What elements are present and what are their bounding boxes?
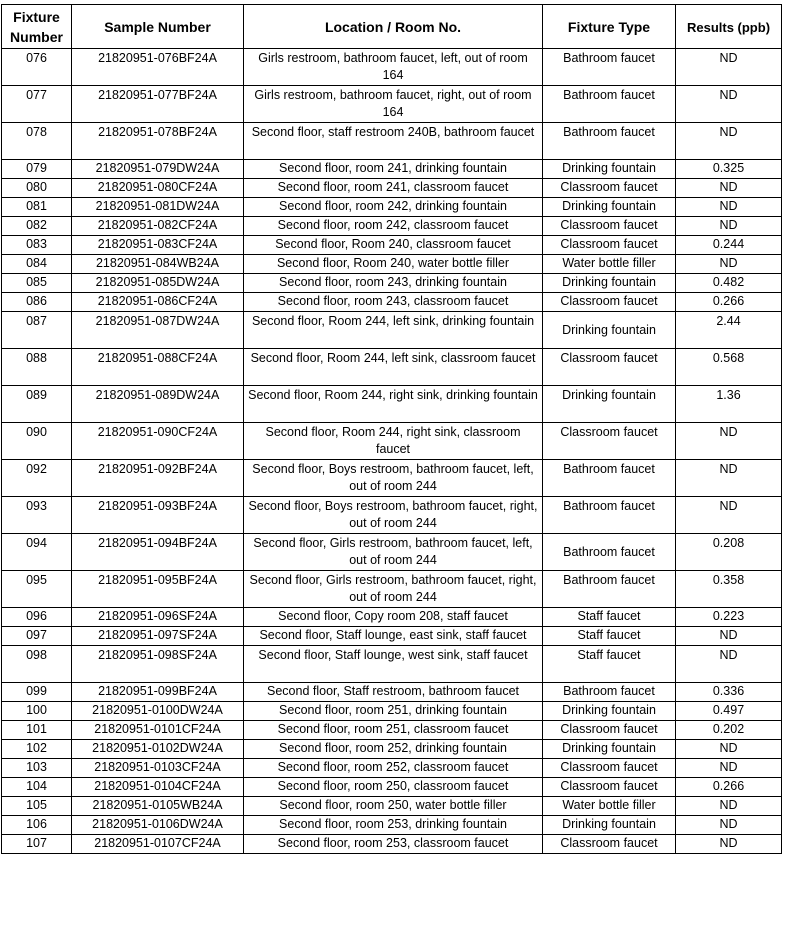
location-cell: Second floor, room 253, drinking fountain xyxy=(244,816,543,835)
fixture-number-cell: 106 xyxy=(2,816,72,835)
fixture-number-cell: 087 xyxy=(2,312,72,349)
fixture-type-cell: Drinking fountain xyxy=(543,312,676,349)
result-cell: ND xyxy=(676,123,782,160)
result-cell: 0.497 xyxy=(676,702,782,721)
sample-number-cell: 21820951-0103CF24A xyxy=(72,759,244,778)
location-cell: Second floor, Girls restroom, bathroom faucet, left, out of room 244 xyxy=(244,534,543,571)
header-fixture-type: Fixture Type xyxy=(543,5,676,49)
location-cell: Second floor, Room 240, water bottle filler xyxy=(244,255,543,274)
results-table xyxy=(1,4,782,854)
sample-number-cell: 21820951-083CF24A xyxy=(72,236,244,255)
location-cell: Second floor, room 243, drinking fountain xyxy=(244,274,543,293)
result-cell: 0.336 xyxy=(676,683,782,702)
fixture-number-cell: 077 xyxy=(2,86,72,123)
result-cell: 0.266 xyxy=(676,778,782,797)
header-fixture-number: Fixture Number xyxy=(2,5,72,49)
location-cell: Second floor, room 253, classroom faucet xyxy=(244,835,543,854)
result-cell: ND xyxy=(676,217,782,236)
fixture-number-cell: 093 xyxy=(2,497,72,534)
sample-number-cell: 21820951-0106DW24A xyxy=(72,816,244,835)
header-location: Location / Room No. xyxy=(244,5,543,49)
fixture-number-cell: 092 xyxy=(2,460,72,497)
fixture-number-cell: 083 xyxy=(2,236,72,255)
result-cell: ND xyxy=(676,198,782,217)
sample-number-cell: 21820951-076BF24A xyxy=(72,49,244,86)
table-row xyxy=(2,608,782,627)
table-row xyxy=(2,312,782,349)
table-row xyxy=(2,759,782,778)
fixture-number-cell: 094 xyxy=(2,534,72,571)
fixture-number-cell: 104 xyxy=(2,778,72,797)
fixture-number-cell: 081 xyxy=(2,198,72,217)
location-cell: Girls restroom, bathroom faucet, right, out of room 164 xyxy=(244,86,543,123)
location-cell: Second floor, Room 244, left sink, classroom faucet xyxy=(244,349,543,386)
sample-number-cell: 21820951-094BF24A xyxy=(72,534,244,571)
sample-number-cell: 21820951-082CF24A xyxy=(72,217,244,236)
fixture-type-cell: Bathroom faucet xyxy=(543,497,676,534)
fixture-number-cell: 107 xyxy=(2,835,72,854)
result-cell: 0.202 xyxy=(676,721,782,740)
result-cell: ND xyxy=(676,86,782,123)
fixture-number-cell: 078 xyxy=(2,123,72,160)
sample-number-cell: 21820951-0102DW24A xyxy=(72,740,244,759)
result-cell: 2.44 xyxy=(676,312,782,349)
fixture-number-cell: 099 xyxy=(2,683,72,702)
fixture-type-cell: Drinking fountain xyxy=(543,386,676,423)
sample-number-cell: 21820951-0107CF24A xyxy=(72,835,244,854)
table-row xyxy=(2,160,782,179)
location-cell: Second floor, Room 240, classroom faucet xyxy=(244,236,543,255)
fixture-type-cell: Classroom faucet xyxy=(543,236,676,255)
result-cell: ND xyxy=(676,423,782,460)
fixture-type-cell: Drinking fountain xyxy=(543,274,676,293)
fixture-number-cell: 084 xyxy=(2,255,72,274)
location-cell: Second floor, Staff restroom, bathroom faucet xyxy=(244,683,543,702)
fixture-type-cell: Staff faucet xyxy=(543,627,676,646)
fixture-number-cell: 100 xyxy=(2,702,72,721)
sample-number-cell: 21820951-093BF24A xyxy=(72,497,244,534)
result-cell: 0.266 xyxy=(676,293,782,312)
header-row xyxy=(2,5,782,49)
table-row xyxy=(2,721,782,740)
result-cell: ND xyxy=(676,740,782,759)
table-row xyxy=(2,49,782,86)
result-cell: ND xyxy=(676,49,782,86)
table-row xyxy=(2,179,782,198)
fixture-type-cell: Bathroom faucet xyxy=(543,49,676,86)
fixture-type-cell: Drinking fountain xyxy=(543,160,676,179)
sample-number-cell: 21820951-078BF24A xyxy=(72,123,244,160)
fixture-type-cell: Classroom faucet xyxy=(543,423,676,460)
sample-number-cell: 21820951-095BF24A xyxy=(72,571,244,608)
fixture-number-cell: 086 xyxy=(2,293,72,312)
fixture-type-cell: Classroom faucet xyxy=(543,217,676,236)
result-cell: ND xyxy=(676,797,782,816)
fixture-type-cell: Bathroom faucet xyxy=(543,86,676,123)
fixture-type-cell: Bathroom faucet xyxy=(543,460,676,497)
sample-number-cell: 21820951-081DW24A xyxy=(72,198,244,217)
fixture-type-cell: Classroom faucet xyxy=(543,721,676,740)
fixture-type-cell: Bathroom faucet xyxy=(543,123,676,160)
result-cell: ND xyxy=(676,497,782,534)
location-cell: Second floor, Room 244, right sink, classroom faucet xyxy=(244,423,543,460)
result-cell: 0.325 xyxy=(676,160,782,179)
fixture-number-cell: 095 xyxy=(2,571,72,608)
table-row xyxy=(2,683,782,702)
result-cell: 0.358 xyxy=(676,571,782,608)
table-row xyxy=(2,816,782,835)
location-cell: Second floor, Girls restroom, bathroom faucet, right, out of room 244 xyxy=(244,571,543,608)
sample-number-cell: 21820951-0100DW24A xyxy=(72,702,244,721)
fixture-number-cell: 096 xyxy=(2,608,72,627)
fixture-number-cell: 082 xyxy=(2,217,72,236)
table-row xyxy=(2,86,782,123)
result-cell: ND xyxy=(676,759,782,778)
result-cell: ND xyxy=(676,179,782,198)
sample-number-cell: 21820951-077BF24A xyxy=(72,86,244,123)
location-cell: Second floor, room 252, drinking fountain xyxy=(244,740,543,759)
fixture-number-cell: 101 xyxy=(2,721,72,740)
location-cell: Second floor, Copy room 208, staff faucet xyxy=(244,608,543,627)
table-row xyxy=(2,835,782,854)
result-cell: 0.208 xyxy=(676,534,782,571)
result-cell: ND xyxy=(676,627,782,646)
table-row xyxy=(2,274,782,293)
fixture-type-cell: Classroom faucet xyxy=(543,778,676,797)
fixture-type-cell: Staff faucet xyxy=(543,646,676,683)
fixture-type-cell: Drinking fountain xyxy=(543,740,676,759)
table-row xyxy=(2,217,782,236)
location-cell: Second floor, Staff lounge, west sink, staff faucet xyxy=(244,646,543,683)
fixture-number-cell: 097 xyxy=(2,627,72,646)
fixture-number-cell: 076 xyxy=(2,49,72,86)
location-cell: Second floor, room 242, classroom faucet xyxy=(244,217,543,236)
fixture-number-cell: 089 xyxy=(2,386,72,423)
location-cell: Second floor, room 241, drinking fountain xyxy=(244,160,543,179)
location-cell: Girls restroom, bathroom faucet, left, out of room 164 xyxy=(244,49,543,86)
location-cell: Second floor, room 242, drinking fountain xyxy=(244,198,543,217)
fixture-type-cell: Water bottle filler xyxy=(543,797,676,816)
table-row xyxy=(2,702,782,721)
result-cell: 0.244 xyxy=(676,236,782,255)
fixture-number-cell: 098 xyxy=(2,646,72,683)
sample-number-cell: 21820951-085DW24A xyxy=(72,274,244,293)
fixture-type-cell: Bathroom faucet xyxy=(543,683,676,702)
table-row xyxy=(2,571,782,608)
fixture-number-cell: 079 xyxy=(2,160,72,179)
fixture-type-cell: Classroom faucet xyxy=(543,835,676,854)
result-cell: 1.36 xyxy=(676,386,782,423)
fixture-type-cell: Staff faucet xyxy=(543,608,676,627)
header-results: Results (ppb) xyxy=(676,5,782,49)
fixture-number-cell: 090 xyxy=(2,423,72,460)
table-row xyxy=(2,293,782,312)
table-row xyxy=(2,123,782,160)
location-cell: Second floor, room 251, classroom faucet xyxy=(244,721,543,740)
sample-number-cell: 21820951-084WB24A xyxy=(72,255,244,274)
sample-number-cell: 21820951-079DW24A xyxy=(72,160,244,179)
table-row xyxy=(2,646,782,683)
sample-number-cell: 21820951-0105WB24A xyxy=(72,797,244,816)
location-cell: Second floor, room 251, drinking fountain xyxy=(244,702,543,721)
table-row xyxy=(2,497,782,534)
sample-number-cell: 21820951-098SF24A xyxy=(72,646,244,683)
fixture-number-cell: 102 xyxy=(2,740,72,759)
result-cell: 0.223 xyxy=(676,608,782,627)
sample-number-cell: 21820951-089DW24A xyxy=(72,386,244,423)
table-row xyxy=(2,740,782,759)
table-row xyxy=(2,349,782,386)
location-cell: Second floor, room 250, classroom faucet xyxy=(244,778,543,797)
result-cell: 0.482 xyxy=(676,274,782,293)
fixture-type-cell: Classroom faucet xyxy=(543,179,676,198)
sample-number-cell: 21820951-092BF24A xyxy=(72,460,244,497)
location-cell: Second floor, room 252, classroom faucet xyxy=(244,759,543,778)
fixture-type-cell: Drinking fountain xyxy=(543,816,676,835)
fixture-number-cell: 088 xyxy=(2,349,72,386)
table-row xyxy=(2,386,782,423)
sample-number-cell: 21820951-099BF24A xyxy=(72,683,244,702)
table-body xyxy=(2,49,782,854)
location-cell: Second floor, Staff lounge, east sink, staff faucet xyxy=(244,627,543,646)
result-cell: 0.568 xyxy=(676,349,782,386)
location-cell: Second floor, Room 244, left sink, drinking fountain xyxy=(244,312,543,349)
result-cell: ND xyxy=(676,460,782,497)
result-cell: ND xyxy=(676,816,782,835)
fixture-type-cell: Drinking fountain xyxy=(543,702,676,721)
fixture-number-cell: 105 xyxy=(2,797,72,816)
sample-number-cell: 21820951-0101CF24A xyxy=(72,721,244,740)
location-cell: Second floor, Room 244, right sink, drinking fountain xyxy=(244,386,543,423)
fixture-type-cell: Bathroom faucet xyxy=(543,534,676,571)
sample-number-cell: 21820951-086CF24A xyxy=(72,293,244,312)
table-row xyxy=(2,534,782,571)
location-cell: Second floor, Boys restroom, bathroom faucet, left, out of room 244 xyxy=(244,460,543,497)
fixture-type-cell: Classroom faucet xyxy=(543,293,676,312)
table-row xyxy=(2,236,782,255)
fixture-number-cell: 080 xyxy=(2,179,72,198)
fixture-type-cell: Drinking fountain xyxy=(543,198,676,217)
header-sample-number: Sample Number xyxy=(72,5,244,49)
table-row xyxy=(2,778,782,797)
sample-number-cell: 21820951-097SF24A xyxy=(72,627,244,646)
fixture-type-cell: Classroom faucet xyxy=(543,349,676,386)
fixture-type-cell: Bathroom faucet xyxy=(543,571,676,608)
result-cell: ND xyxy=(676,255,782,274)
sample-number-cell: 21820951-0104CF24A xyxy=(72,778,244,797)
table-row xyxy=(2,797,782,816)
table-row xyxy=(2,255,782,274)
result-cell: ND xyxy=(676,835,782,854)
sample-number-cell: 21820951-088CF24A xyxy=(72,349,244,386)
table-row xyxy=(2,627,782,646)
location-cell: Second floor, room 243, classroom faucet xyxy=(244,293,543,312)
sample-number-cell: 21820951-090CF24A xyxy=(72,423,244,460)
fixture-type-cell: Classroom faucet xyxy=(543,759,676,778)
sample-number-cell: 21820951-087DW24A xyxy=(72,312,244,349)
sample-number-cell: 21820951-080CF24A xyxy=(72,179,244,198)
table-row xyxy=(2,423,782,460)
table-row xyxy=(2,198,782,217)
location-cell: Second floor, staff restroom 240B, bathroom faucet xyxy=(244,123,543,160)
sample-number-cell: 21820951-096SF24A xyxy=(72,608,244,627)
fixture-type-cell: Water bottle filler xyxy=(543,255,676,274)
location-cell: Second floor, room 241, classroom faucet xyxy=(244,179,543,198)
location-cell: Second floor, room 250, water bottle filler xyxy=(244,797,543,816)
fixture-number-cell: 103 xyxy=(2,759,72,778)
result-cell: ND xyxy=(676,646,782,683)
table-row xyxy=(2,460,782,497)
fixture-number-cell: 085 xyxy=(2,274,72,293)
location-cell: Second floor, Boys restroom, bathroom faucet, right, out of room 244 xyxy=(244,497,543,534)
